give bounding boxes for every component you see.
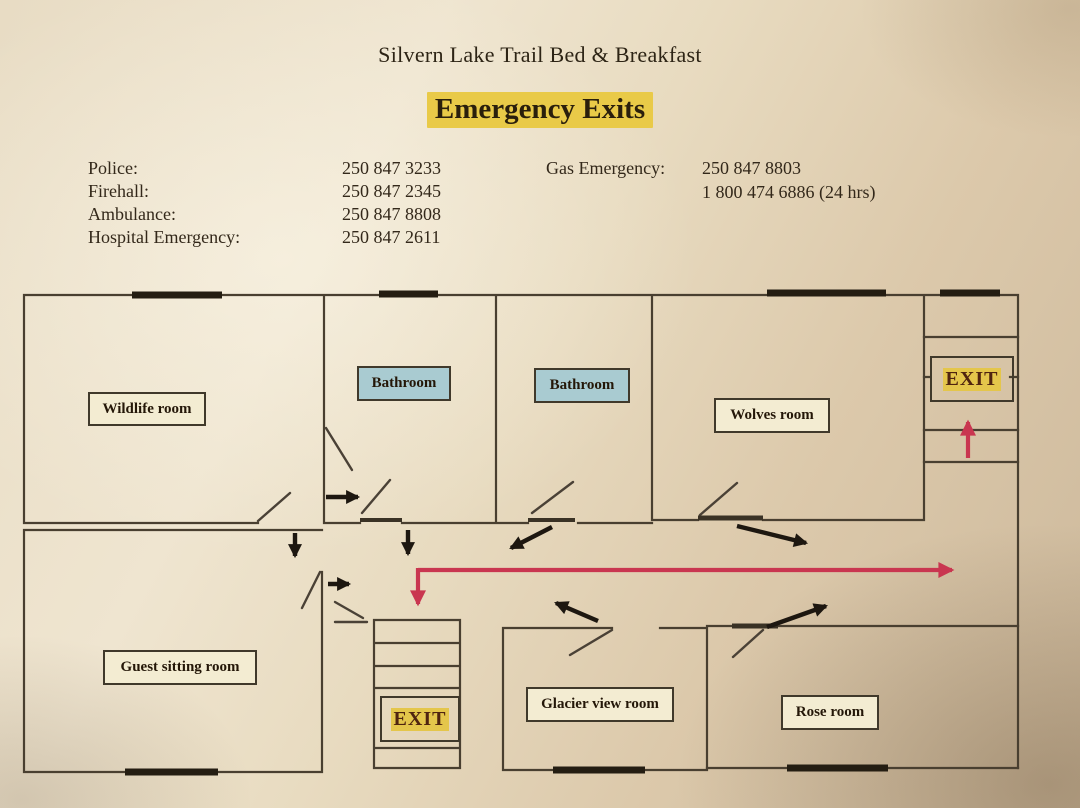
room-label-wolves: Wolves room [714,398,830,433]
page-title: Silvern Lake Trail Bed & Breakfast [378,42,702,67]
exit-route-red [418,422,968,604]
contact-label: Ambulance: [88,204,176,224]
contact-number: 250 847 8803 [702,158,801,178]
contact-label: Gas Emergency: [546,158,666,178]
contact-number: 250 847 3233 [342,158,441,178]
room-label-rose: Rose room [781,695,879,730]
contact-label: Police: [88,158,138,178]
room-label-bathroom-1: Bathroom [357,366,451,401]
exit-sign-top-right [930,356,1014,402]
contact-number: 1 800 474 6886 (24 hrs) [702,182,876,202]
room-label-guest-sitting: Guest sitting room [103,650,257,685]
arrow-from-wolves-room-icon [737,526,806,543]
room-label-glacier-view: Glacier view room [526,687,674,722]
exit-sign-text: EXIT [391,708,450,731]
arrow-from-bathroom2-icon [511,527,552,548]
exit-sign-text: EXIT [943,368,1002,391]
contact-number: 250 847 8808 [342,204,441,224]
room-label-wildlife: Wildlife room [88,392,206,426]
contact-number: 250 847 2611 [342,227,441,247]
room-label-bathroom-2: Bathroom [534,368,630,403]
stair-treads-bottom [374,620,460,768]
contact-label: Hospital Emergency: [88,227,241,247]
page-heading-highlight: Emergency Exits [427,92,653,128]
contact-number: 250 847 2345 [342,181,441,201]
door-swings [258,428,763,657]
exit-sign-bottom-center [380,696,460,742]
arrow-from-rose-room-icon [767,606,826,627]
arrow-from-glacier-room-icon [556,603,598,621]
contact-label: Firehall: [88,181,149,201]
